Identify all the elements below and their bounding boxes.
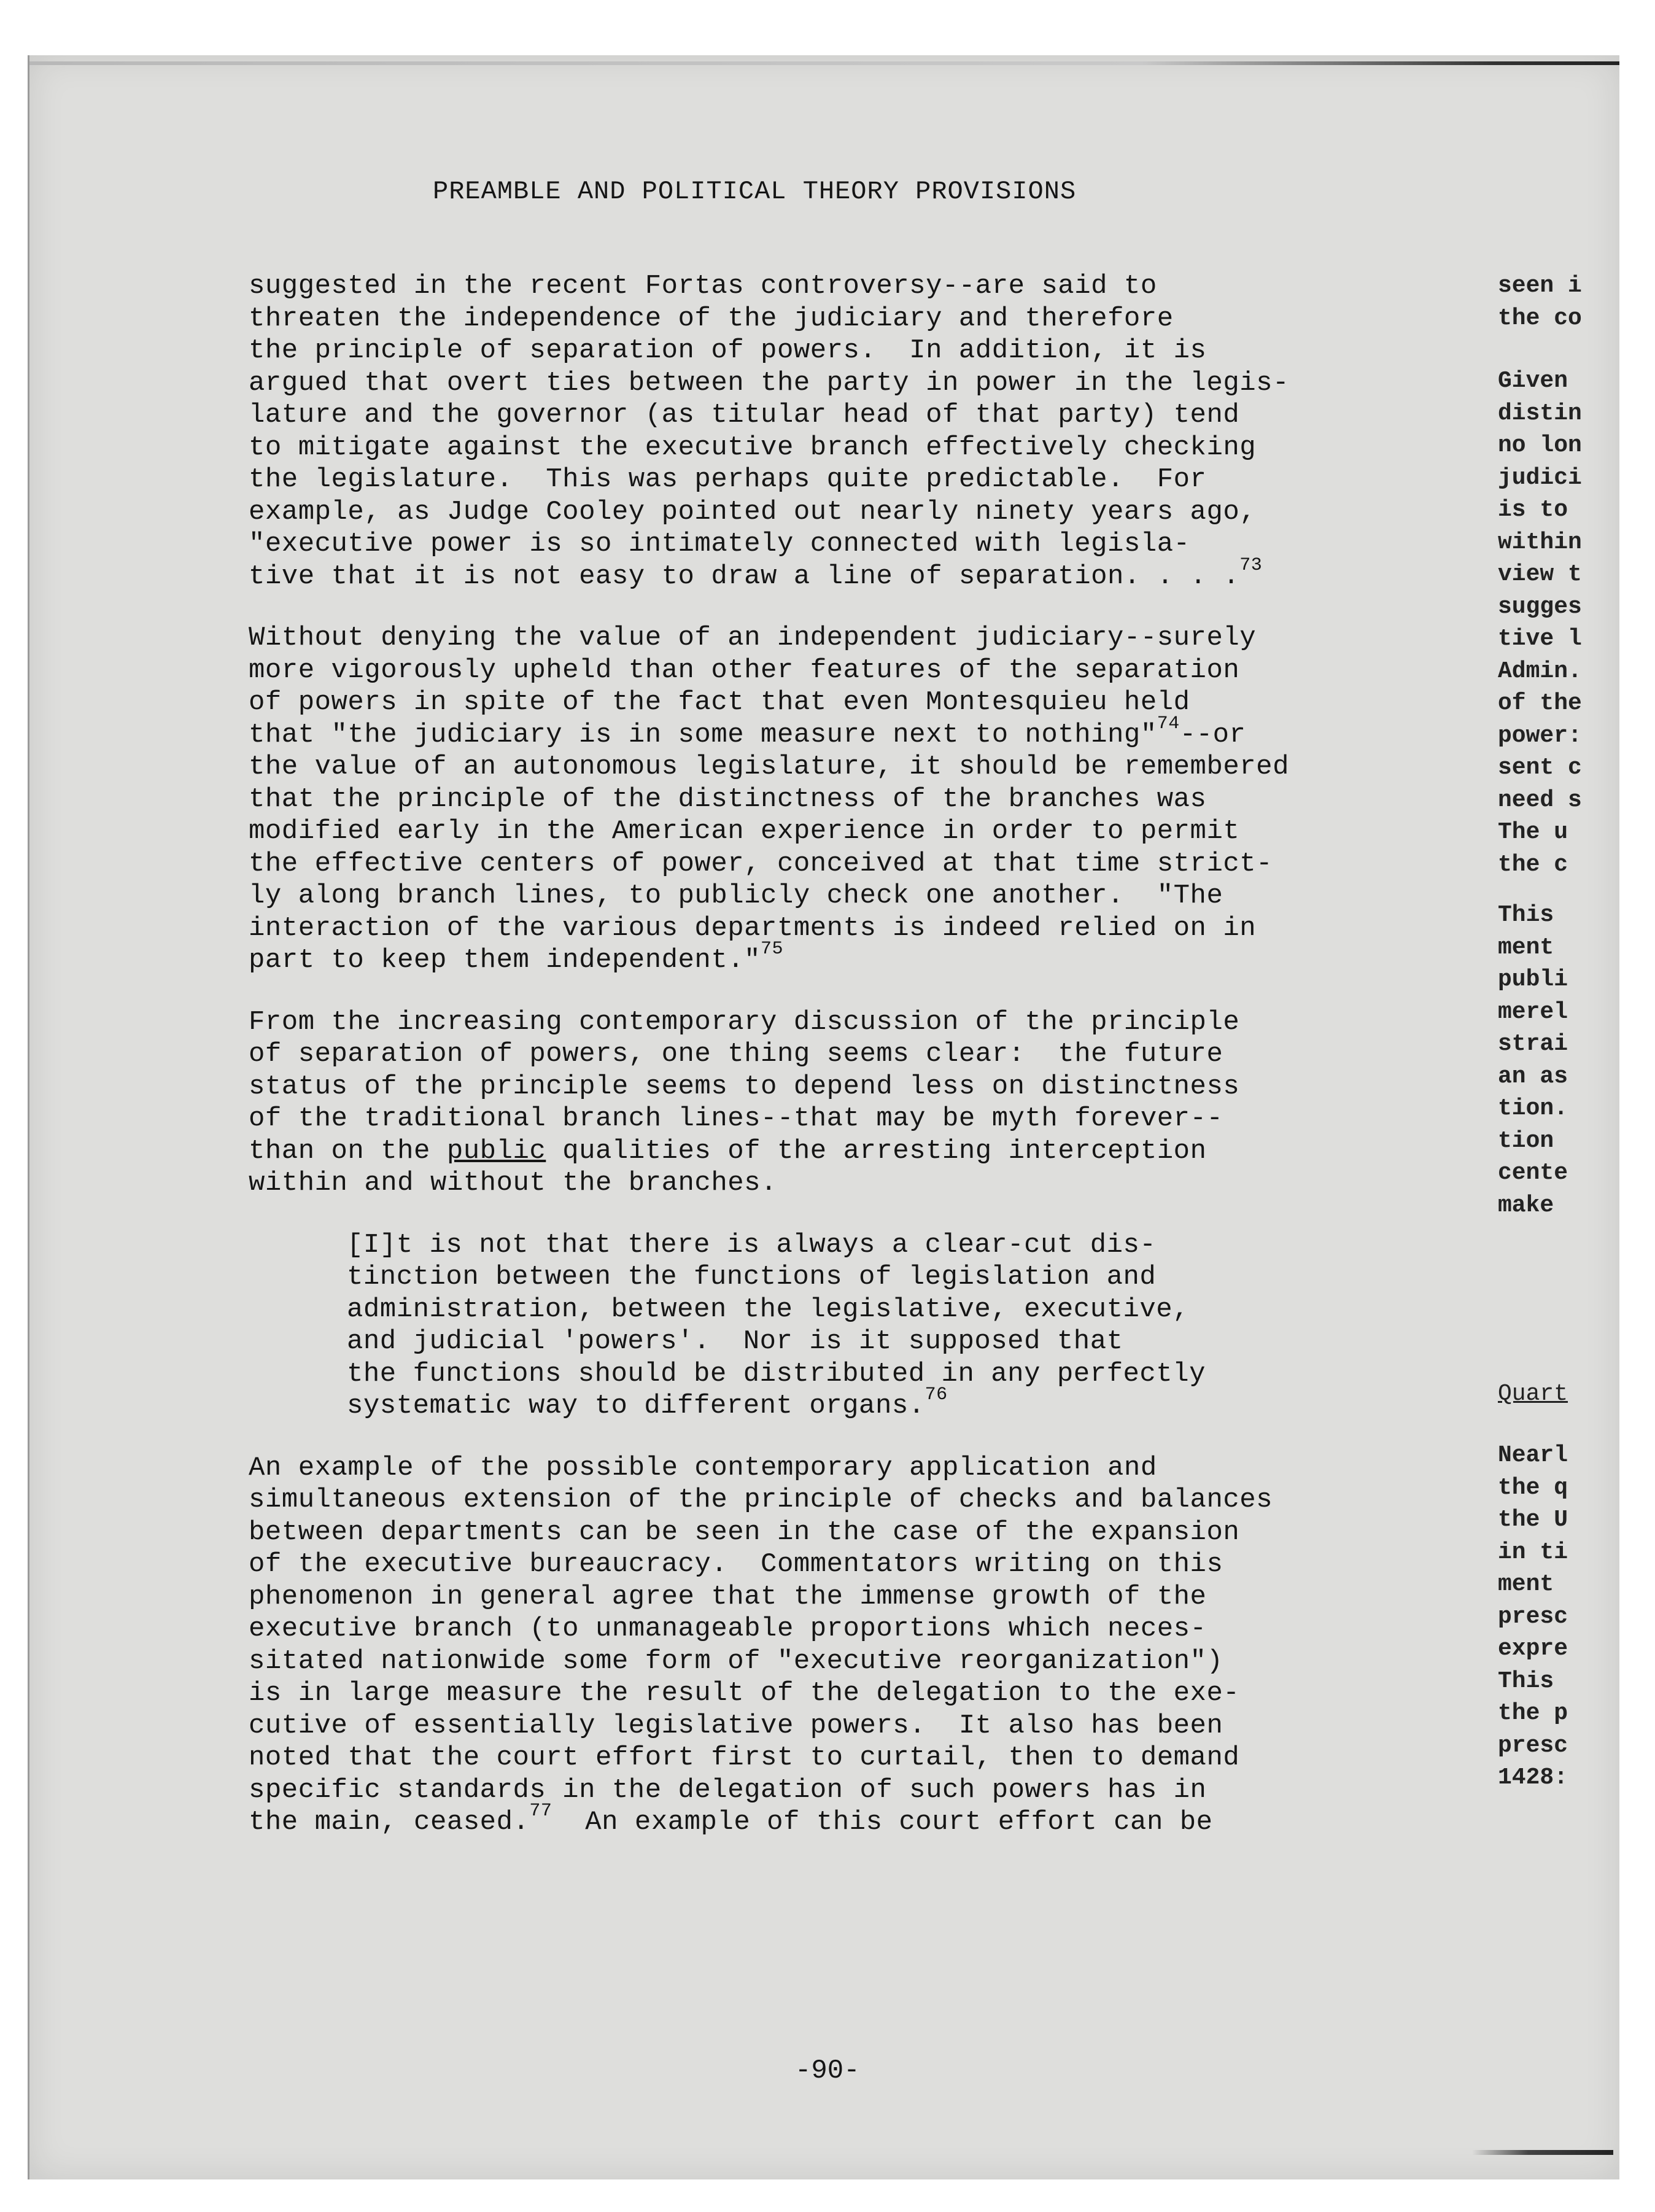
text-line [249,1135,1476,1168]
margin-fragment: no lon [1498,432,1582,459]
text-line: simultaneous extension of the principle of checks and balances [249,1484,1273,1515]
margin-fragment: the p [1498,1700,1568,1726]
margin-fragment: the U [1498,1507,1568,1533]
text-segment: the main, ceased. [249,1807,530,1838]
text-segment: --or [1179,719,1246,750]
page-number: -90- [795,2055,860,2086]
text-line: interaction of the various departments is indeed relied on in [249,912,1257,944]
text-line: of the executive bureaucracy. Commentators writing on this [249,1549,1223,1580]
block-quote [347,1229,1476,1422]
text-segment: than on the [249,1135,447,1166]
margin-fragment: publi [1498,966,1568,993]
text-segment: tive that it is not easy to draw a line of separation. . . . [249,561,1240,592]
text-line: more vigorously upheld than other features of the separation [249,654,1240,686]
text-segment: qualities of the arresting interception [546,1135,1207,1166]
margin-fragment: in ti [1498,1539,1568,1566]
text-line: between departments can be seen in the case of the expansion [249,1516,1240,1548]
text-line: the effective centers of power, conceived at that time strict- [249,848,1273,879]
margin-fragment: sugges [1498,593,1582,620]
text-line: the value of an autonomous legislature, it should be remembered [249,751,1289,782]
margin-fragment: expre [1498,1636,1568,1662]
text-line: noted that the court effort first to curtail, then to demand [249,1742,1240,1773]
margin-fragment: seen i [1498,273,1582,299]
margin-fragment: The u [1498,819,1568,845]
text-line: that the principle of the distinctness of the branches was [249,783,1207,815]
paragraph-2 [249,622,1476,977]
quote-line: and judicial 'powers'. Nor is it supposed that [347,1326,1123,1357]
text-line: threaten the independence of the judiciary and therefore [249,303,1174,334]
margin-fragment-heading: Quart [1498,1381,1568,1407]
margin-fragment: 1428: [1498,1764,1568,1791]
margin-fragment: power: [1498,722,1582,749]
margin-heading [1498,1378,1596,1411]
footnote-77: 77 [529,1801,552,1822]
text-line: suggested in the recent Fortas controversy--are said to [249,271,1157,301]
text-segment: An example of this court effort can be [552,1807,1213,1838]
text-line: executive branch (to unmanageable proportions which neces- [249,1613,1207,1644]
margin-fragment: This [1498,902,1554,928]
text-line: status of the principle seems to depend less on distinctness [249,1071,1240,1102]
margin-fragment-group-4 [1498,1440,1596,1795]
scan-smudge [1472,2150,1613,2155]
margin-fragment: strai [1498,1031,1568,1057]
margin-fragment: Nearl [1498,1442,1568,1469]
margin-fragment: ment [1498,1571,1554,1597]
text-line [249,939,1476,977]
text-line: cutive of essentially legislative powers. It also has been [249,1710,1223,1741]
text-line: of powers in spite of the fact that even Montesquieu held [249,687,1190,718]
margin-fragment: make [1498,1192,1554,1219]
quote-line: [I]t is not that there is always a clear-cut dis- [347,1229,1157,1260]
margin-fragment: distin [1498,400,1582,427]
text-line: of separation of powers, one thing seems clear: the future [249,1039,1223,1069]
text-line: "executive power is so intimately connected with legisla- [249,529,1190,559]
paragraph-4 [249,1452,1476,1839]
footnote-75: 75 [761,939,784,960]
text-line: modified early in the American experience in order to permit [249,816,1240,847]
text-line: example, as Judge Cooley pointed out nearly ninety years ago, [249,496,1257,527]
margin-fragment: This [1498,1667,1554,1694]
text-line [249,1801,1476,1839]
text-segment: systematic way to different organs. [347,1391,925,1421]
text-line: argued that overt ties between the party in power in the legis- [249,367,1289,398]
margin-fragment: tive l [1498,626,1582,652]
quote-line [347,1384,1476,1422]
margin-fragment: within [1498,529,1582,556]
text-line: sitated nationwide some form of "executive reorganization") [249,1645,1223,1677]
text-line: the legislature. This was perhaps quite predictable. For [249,464,1207,495]
footnote-74: 74 [1157,713,1180,734]
margin-fragment: is to [1498,497,1568,523]
margin-fragment: Given [1498,368,1568,394]
text-line [249,554,1476,593]
margin-fragment: the c [1498,851,1568,878]
margin-fragment: sent c [1498,755,1582,781]
text-line: is in large measure the result of the delegation to the exe- [249,1678,1240,1709]
margin-fragment: the q [1498,1474,1568,1501]
text-line: Without denying the value of an independent judiciary--surely [249,623,1257,653]
paper-top-edge [29,61,1619,65]
margin-fragment-group-3 [1498,899,1596,1222]
text-line: lature and the governor (as titular head of that party) tend [249,400,1240,430]
margin-fragment: merel [1498,998,1568,1025]
margin-fragment: judici [1498,464,1582,491]
margin-fragment: presc [1498,1732,1568,1759]
margin-fragment-group-1 [1498,270,1596,335]
margin-fragment: tion [1498,1127,1554,1154]
text-line: From the increasing contemporary discussion of the principle [249,1006,1240,1038]
footnote-73: 73 [1239,554,1263,576]
margin-fragment: tion. [1498,1095,1568,1122]
margin-fragment: the co [1498,305,1582,332]
margin-fragment: of the [1498,690,1582,716]
margin-fragment: need s [1498,786,1582,813]
text-line: specific standards in the delegation of such powers has in [249,1774,1207,1806]
margin-fragment: Admin. [1498,658,1582,685]
text-line: to mitigate against the executive branch effectively checking [249,432,1257,463]
margin-fragment-group-2 [1498,365,1596,881]
main-text [249,270,1476,1868]
page-header: PREAMBLE AND POLITICAL THEORY PROVISIONS [433,177,1077,206]
margin-fragment: cente [1498,1160,1568,1186]
text-line: An example of the possible contemporary application and [249,1452,1157,1483]
text-segment: that "the judiciary is in some measure next to nothing" [249,719,1157,750]
text-line: ly along branch lines, to publicly check one another. "The [249,880,1223,911]
text-segment: part to keep them independent." [249,945,761,976]
margin-fragment: ment [1498,934,1554,961]
paragraph-1 [249,270,1476,592]
text-line: the principle of separation of powers. In addition, it is [249,335,1207,366]
text-line: within and without the branches. [249,1168,777,1198]
footnote-76: 76 [924,1384,948,1405]
margin-fragment: an as [1498,1063,1568,1090]
text-line [249,713,1476,751]
margin-fragment: presc [1498,1603,1568,1630]
text-line: of the traditional branch lines--that may be myth forever-- [249,1103,1223,1134]
quote-line: tinction between the functions of legislation and [347,1262,1157,1292]
text-line: phenomenon in general agree that the immense growth of the [249,1581,1207,1612]
quote-line: the functions should be distributed in any perfectly [347,1358,1206,1389]
quote-line: administration, between the legislative, executive, [347,1294,1190,1325]
margin-fragment: view t [1498,561,1582,588]
underlined-word: public [446,1135,546,1166]
paragraph-3 [249,1006,1476,1200]
